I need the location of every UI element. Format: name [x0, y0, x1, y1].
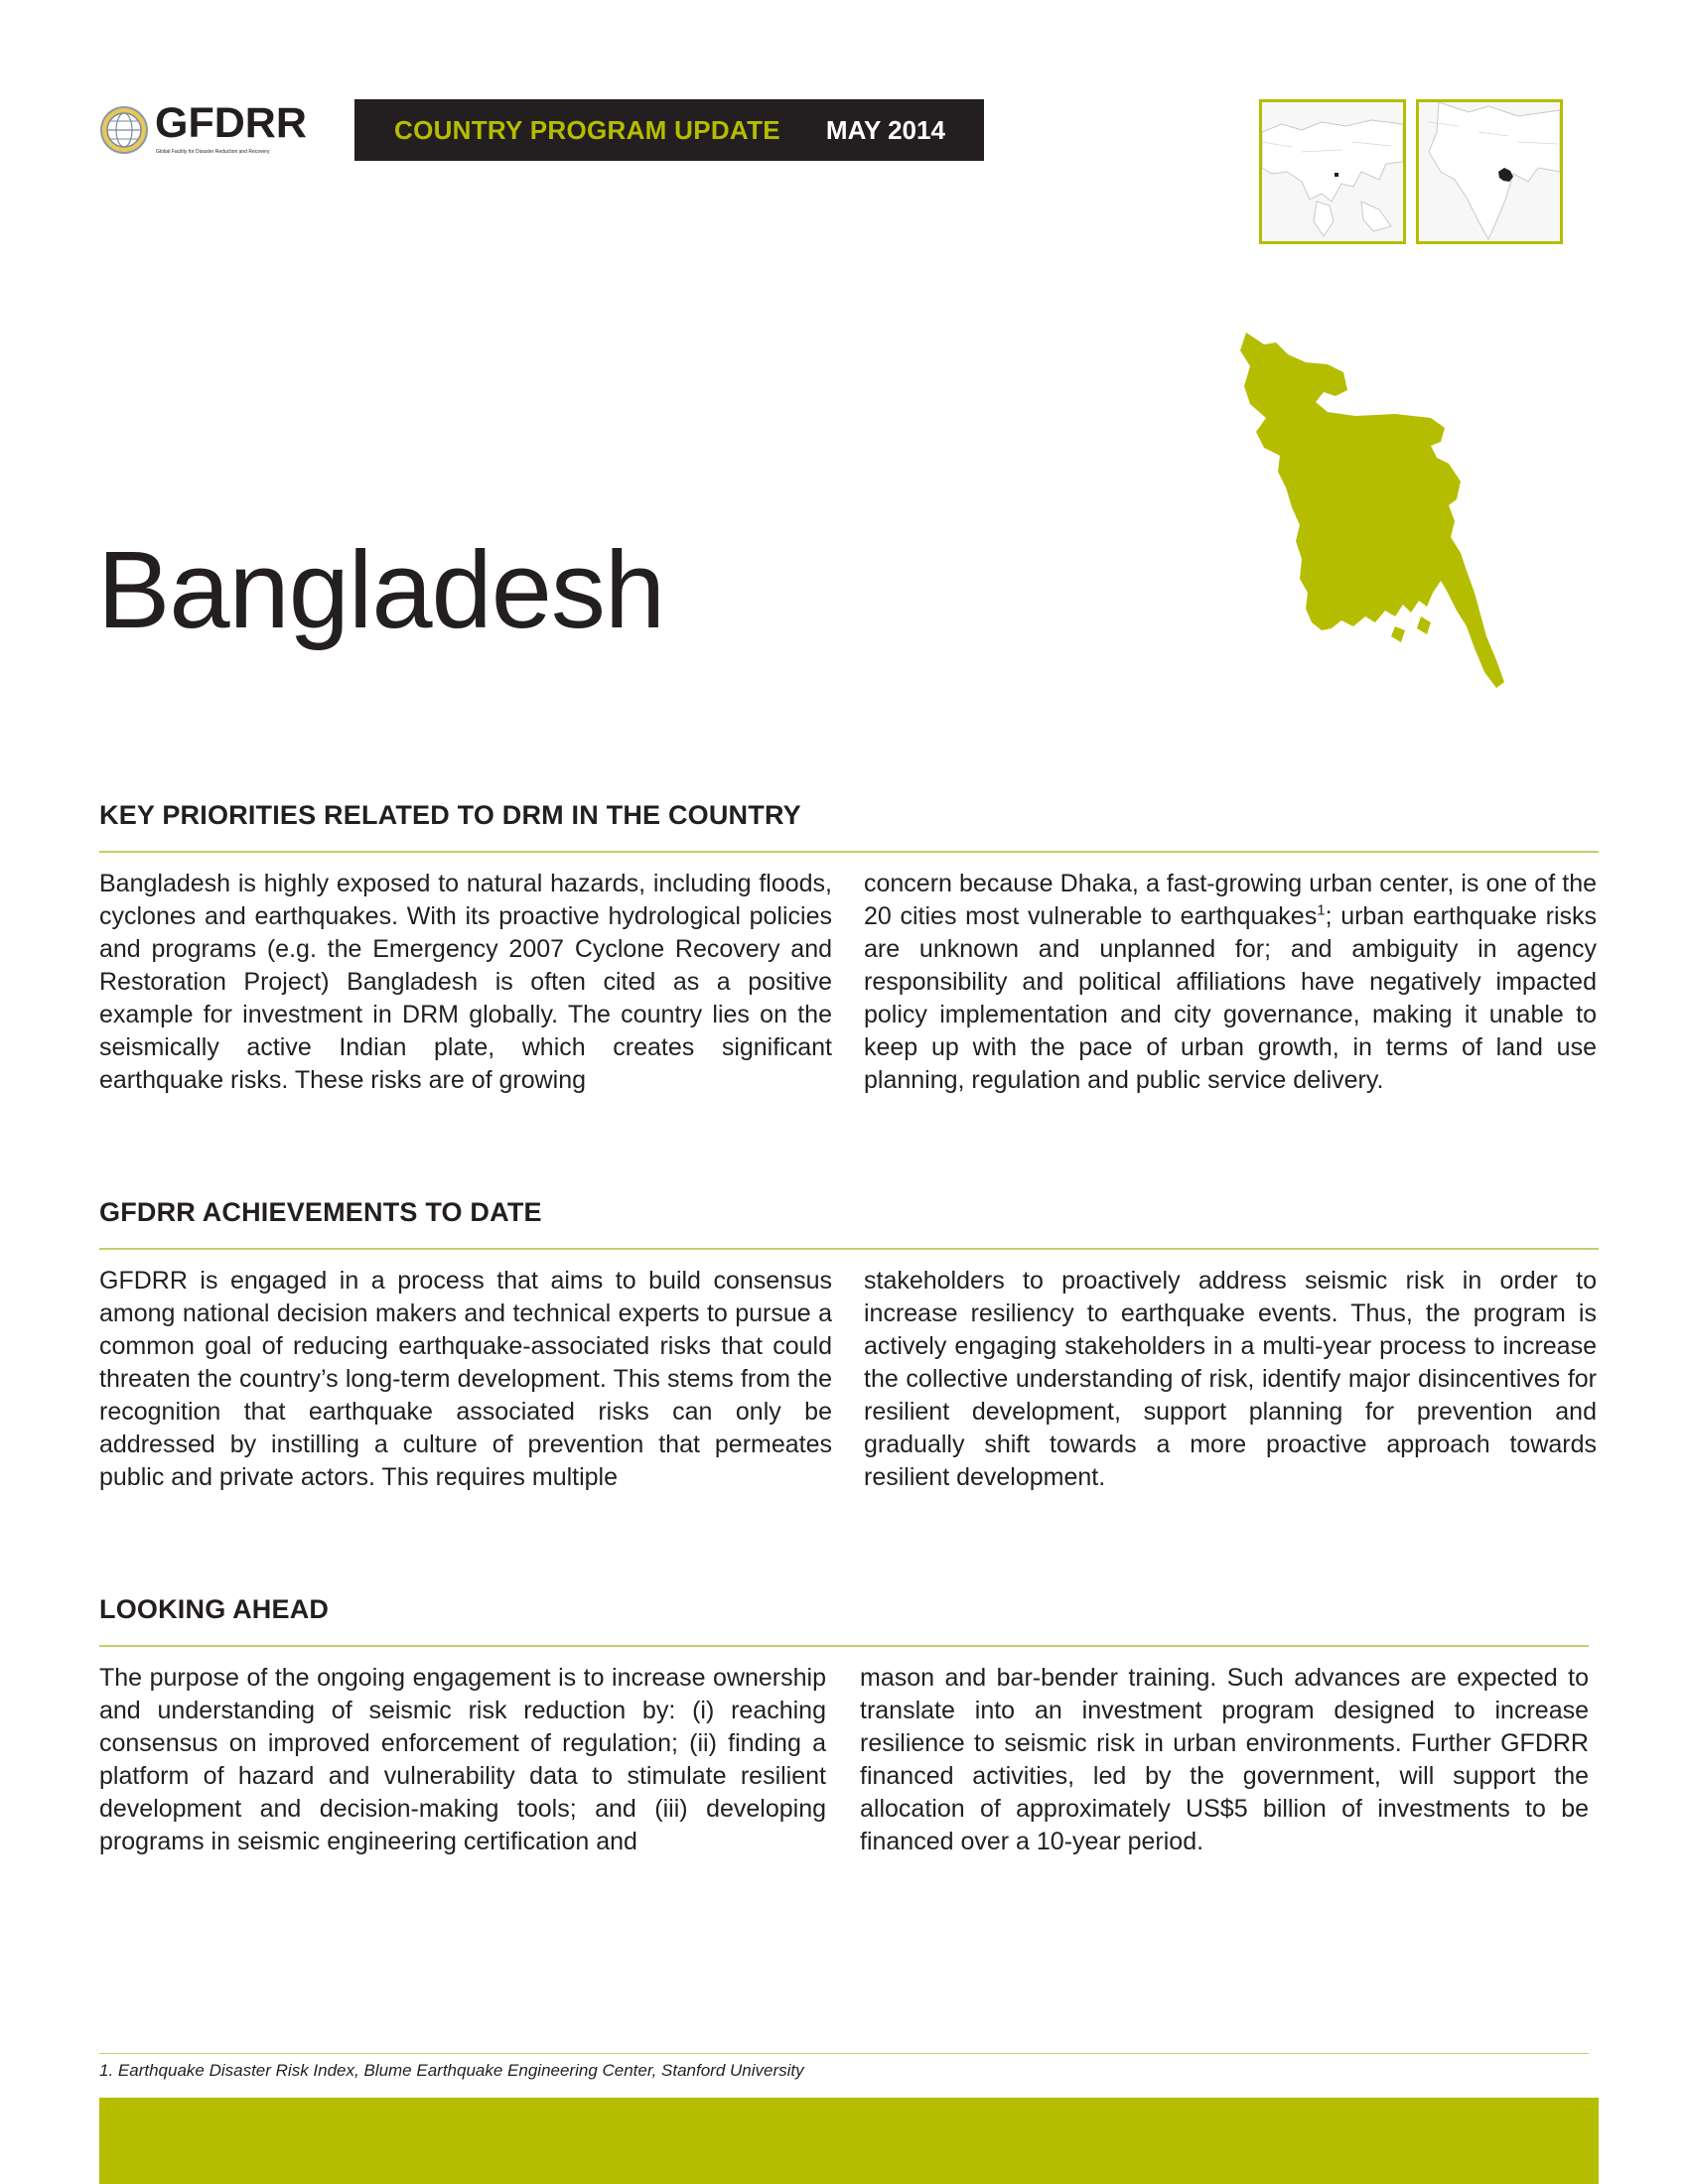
logo-subtitle: Global Facility for Disaster Reduction and Recovery: [156, 149, 270, 155]
footnote-divider: [99, 2053, 1589, 2054]
gfdrr-logo: [99, 99, 318, 163]
globe-icon: [99, 105, 149, 155]
footnote-reference: 1: [1317, 901, 1326, 919]
priorities-text-right-part1: concern because Dhaka, a fast-growing urban center, is one of the 20 cities most vulnerable to earthquakes: [864, 870, 1597, 930]
footer-bar: [99, 2098, 1599, 2184]
india-region-map-icon: [1419, 102, 1560, 241]
section-heading-priorities: KEY PRIORITIES RELATED TO DRM IN THE COUNTRY: [99, 800, 801, 830]
regional-locator-map: [1416, 99, 1563, 244]
achievements-text-left: GFDRR is engaged in a process that aims to build consensus among national decision makers and technical experts to pursue a common goal of reducing earthquake-associated risks that could threaten the country’s long-term development. This stems from the recognition that earthquake associated risks can only be addressed by instilling a culture of prevention that permeates public and private actors. This requires multiple: [99, 1267, 832, 1491]
page-title: Bangladesh: [97, 529, 665, 651]
logo-wordmark: GFDRR: [155, 99, 307, 147]
footnote: 1. Earthquake Disaster Risk Index, Blume Earthquake Engineering Center, Stanford University: [99, 2061, 804, 2080]
header-banner: [354, 99, 984, 161]
banner-label: COUNTRY PROGRAM UPDATE: [394, 114, 780, 145]
section-heading-achievements: GFDRR ACHIEVEMENTS TO DATE: [99, 1197, 542, 1227]
achievements-text-right: stakeholders to proactively address seismic risk in order to increase resiliency to earthquake events. Thus, the program is actively engaging stakeholders in a multi-year process to increase the collective understanding of risk, identify major disincentives for resilient development, support planning for prevention and gradually shift towards a more proactive approach towards resilient development.: [864, 1267, 1597, 1491]
world-locator-map: [1259, 99, 1406, 244]
asia-map-icon: [1262, 102, 1403, 241]
priorities-text-right-part2: ; urban earthquake risks are unknown and unplanned for; and ambiguity in agency responsibility and political affiliations have negatively impacted policy implementation and city governance, making it unable to keep up with the pace of urban growth, in terms of land use planning, regulation and public service delivery.: [864, 902, 1598, 1094]
priorities-text-left: Bangladesh is highly exposed to natural hazards, including floods, cyclones and earthquakes. With its proactive hydrological policies and programs (e.g. the Emergency 2007 Cyclone Recovery and Restoration Project) Bangladesh is often cited as a positive example for investment in DRM globally. The country lies on the seismically active Indian plate, which creates significant earthquake risks. These risks are of growing: [99, 870, 832, 1094]
priorities-text-right: [864, 868, 1597, 1097]
bangladesh-map-icon: [1236, 333, 1554, 710]
looking-ahead-text-right: mason and bar-bender training. Such advances are expected to translate into an investment program designed to increase resilience to seismic risk in urban environments. Further GFDRR financed activities, led by the government, will support the allocation of approximately US$5 billion of investments to be financed over a 10-year period.: [860, 1664, 1589, 1855]
looking-ahead-text-left: The purpose of the ongoing engagement is to increase ownership and understanding of seismic risk reduction by: (i) reaching consensus on improved enforcement of regulation; (ii) finding a platform of hazard and vulnerability data to stimulate resilient development and decision-making tools; and (iii) developing programs in seismic engineering certification and: [99, 1664, 826, 1855]
section-divider: [99, 1248, 1599, 1250]
section-divider: [99, 1645, 1589, 1647]
section-divider: [99, 851, 1599, 853]
banner-date: MAY 2014: [825, 114, 945, 145]
section-heading-looking-ahead: LOOKING AHEAD: [99, 1594, 330, 1624]
